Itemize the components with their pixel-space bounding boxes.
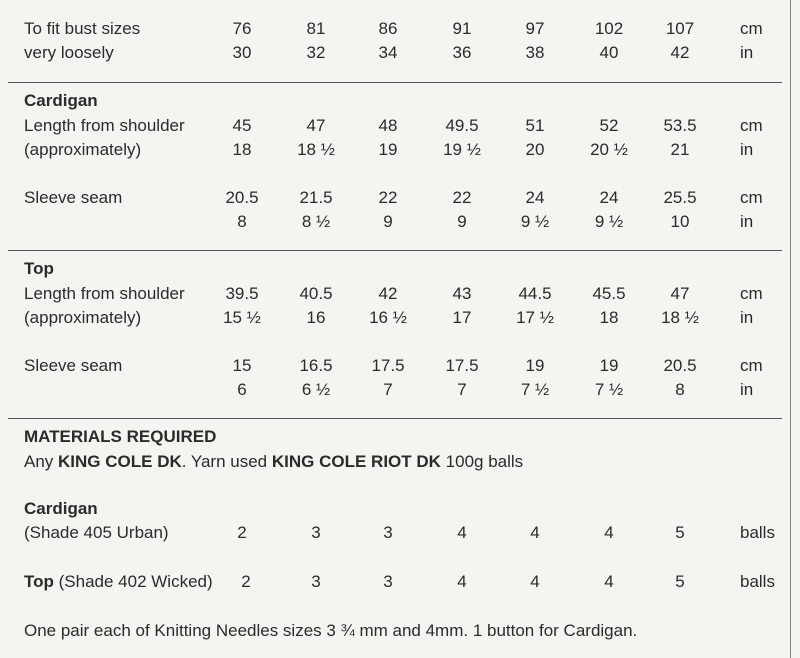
top-balls-3: 3 <box>383 572 393 591</box>
top-length-in-4: 17 <box>452 308 472 327</box>
top-length-sublabel: (approximately) <box>24 308 142 327</box>
bust-in-2: 32 <box>306 43 326 62</box>
top-sleeve-cm-6: 19 <box>599 356 619 375</box>
divider <box>8 82 782 83</box>
cardigan-length-in-3: 19 <box>378 140 398 159</box>
top-sleeve-cm-3: 17.5 <box>371 356 405 375</box>
cardigan-sleeve-cm-3: 22 <box>378 188 398 207</box>
yarn-line-mid: . Yarn used <box>181 452 272 471</box>
top-balls-row <box>0 570 790 594</box>
unit-cm: cm <box>740 284 763 303</box>
top-length-label: Length from shoulder <box>24 284 185 303</box>
cardigan-balls-3: 3 <box>383 523 393 542</box>
divider <box>8 250 782 251</box>
unit-in: in <box>740 140 754 159</box>
top-sleeve-in-6: 7 ½ <box>594 380 624 399</box>
cardigan-sleeve-in-row <box>0 210 790 234</box>
top-heading: Top <box>24 259 54 278</box>
cardigan-sleeve-in-5: 9 ½ <box>520 212 550 231</box>
cardigan-sleeve-in-6: 9 ½ <box>594 212 624 231</box>
top-length-cm-1: 39.5 <box>225 284 259 303</box>
bust-cm-6: 102 <box>594 19 624 38</box>
top-sleeve-in-7: 8 <box>675 380 685 399</box>
cardigan-length-in-row <box>0 138 790 162</box>
top-shade-label <box>24 570 213 594</box>
top-length-in-6: 18 <box>599 308 619 327</box>
unit-in: in <box>740 308 754 327</box>
yarn-line-prefix: Any <box>24 452 59 471</box>
top-sleeve-in-4: 7 <box>457 380 467 399</box>
cardigan-length-in-7: 21 <box>670 140 690 159</box>
divider <box>8 418 782 419</box>
top-length-in-row <box>0 306 790 330</box>
top-sleeve-cm-1: 15 <box>232 356 252 375</box>
cardigan-sleeve-cm-6: 24 <box>599 188 619 207</box>
bust-cm-7: 107 <box>665 19 695 38</box>
cardigan-length-cm-5: 51 <box>525 116 545 135</box>
unit-cm: cm <box>740 116 763 135</box>
cardigan-balls-6: 4 <box>604 523 614 542</box>
cardigan-sleeve-cm-7: 25.5 <box>663 188 697 207</box>
bust-in-3: 34 <box>378 43 398 62</box>
top-length-in-5: 17 ½ <box>516 308 554 327</box>
cardigan-length-sublabel: (approximately) <box>24 140 142 159</box>
bust-in-row <box>0 41 790 65</box>
cardigan-balls-2: 3 <box>311 523 321 542</box>
bust-cm-1: 76 <box>232 19 252 38</box>
top-length-cm-4: 43 <box>452 284 472 303</box>
top-length-cm-5: 44.5 <box>518 284 552 303</box>
yarn-line-suffix: 100g balls <box>440 452 524 471</box>
unit-in: in <box>740 380 754 399</box>
cardigan-balls-7: 5 <box>675 523 685 542</box>
top-length-in-1: 15 ½ <box>223 308 261 327</box>
top-sleeve-in-2: 6 ½ <box>301 380 331 399</box>
top-balls-4: 4 <box>457 572 467 591</box>
top-balls-6: 4 <box>604 572 614 591</box>
top-shade: (Shade 402 Wicked) <box>53 572 213 591</box>
top-sleeve-cm-row <box>0 354 790 378</box>
unit-cm: cm <box>740 19 763 38</box>
top-length-cm-row <box>0 282 790 306</box>
cardigan-sleeve-in-1: 8 <box>237 212 247 231</box>
bust-in-4: 36 <box>452 43 472 62</box>
cardigan-shade: (Shade 405 Urban) <box>24 523 169 542</box>
cardigan-balls-4: 4 <box>457 523 467 542</box>
bust-cm-2: 81 <box>306 19 326 38</box>
top-balls-5: 4 <box>530 572 540 591</box>
cardigan-length-in-1: 18 <box>232 140 252 159</box>
unit-in: in <box>740 43 754 62</box>
top-balls-7: 5 <box>675 572 685 591</box>
bust-in-5: 38 <box>525 43 545 62</box>
cardigan-length-cm-row <box>0 114 790 138</box>
bust-cm-5: 97 <box>525 19 545 38</box>
top-length-cm-6: 45.5 <box>592 284 626 303</box>
cardigan-sleeve-cm-5: 24 <box>525 188 545 207</box>
cardigan-balls-row <box>0 521 790 545</box>
cardigan-sleeve-in-2: 8 ½ <box>301 212 331 231</box>
top-sleeve-cm-4: 17.5 <box>445 356 479 375</box>
cardigan-length-cm-6: 52 <box>599 116 619 135</box>
bust-cm-row <box>0 17 790 41</box>
top-sleeve-cm-7: 20.5 <box>663 356 697 375</box>
cardigan-heading: Cardigan <box>24 91 98 110</box>
bust-cm-3: 86 <box>378 19 398 38</box>
unit-cm: cm <box>740 188 763 207</box>
top-sleeve-in-5: 7 ½ <box>520 380 550 399</box>
bust-sublabel: very loosely <box>24 43 114 62</box>
top-length-cm-2: 40.5 <box>299 284 333 303</box>
top-sleeve-in-row <box>0 378 790 402</box>
bust-in-7: 42 <box>670 43 690 62</box>
cardigan-sleeve-in-4: 9 <box>457 212 467 231</box>
cardigan-sleeve-cm-row <box>0 186 790 210</box>
cardigan-balls-1: 2 <box>237 523 247 542</box>
unit-balls: balls <box>740 572 775 591</box>
cardigan-length-cm-2: 47 <box>306 116 326 135</box>
cardigan-sleeve-cm-1: 20.5 <box>225 188 259 207</box>
materials-yarn-line <box>24 450 523 474</box>
cardigan-length-in-6: 20 ½ <box>590 140 628 159</box>
cardigan-sleeve-in-7: 10 <box>670 212 690 231</box>
cardigan-length-in-5: 20 <box>525 140 545 159</box>
top-balls-2: 3 <box>311 572 321 591</box>
bust-label: To fit bust sizes <box>24 19 141 38</box>
top-balls-1: 2 <box>241 572 251 591</box>
cardigan-sleeve-cm-4: 22 <box>452 188 472 207</box>
yarn-used: KING COLE RIOT DK <box>271 452 441 471</box>
cardigan-length-cm-3: 48 <box>378 116 398 135</box>
cardigan-length-in-2: 18 ½ <box>297 140 335 159</box>
cardigan-sleeve-in-3: 9 <box>383 212 393 231</box>
top-sleeve-cm-5: 19 <box>525 356 545 375</box>
cardigan-sleeve-label: Sleeve seam <box>24 188 123 207</box>
top-length-in-3: 16 ½ <box>369 308 407 327</box>
bust-cm-4: 91 <box>452 19 472 38</box>
materials-heading: MATERIALS REQUIRED <box>24 427 217 446</box>
unit-cm: cm <box>740 356 763 375</box>
top-sleeve-label: Sleeve seam <box>24 356 123 375</box>
bust-in-6: 40 <box>599 43 619 62</box>
top-length-cm-7: 47 <box>670 284 690 303</box>
top-sleeve-in-3: 7 <box>383 380 393 399</box>
cardigan-length-cm-1: 45 <box>232 116 252 135</box>
yarn-brand: KING COLE DK <box>58 452 182 471</box>
cardigan-length-label: Length from shoulder <box>24 116 185 135</box>
top-sleeve-cm-2: 16.5 <box>299 356 333 375</box>
top-length-cm-3: 42 <box>378 284 398 303</box>
needles-line: One pair each of Knitting Needles sizes 3 ¾ mm and 4mm. 1 button for Cardigan. <box>24 621 638 640</box>
cardigan-length-cm-7: 53.5 <box>663 116 697 135</box>
unit-balls: balls <box>740 523 775 542</box>
cardigan-materials-heading: Cardigan <box>24 499 98 518</box>
cardigan-balls-5: 4 <box>530 523 540 542</box>
cardigan-sleeve-cm-2: 21.5 <box>299 188 333 207</box>
top-length-in-2: 16 <box>306 308 326 327</box>
cardigan-length-in-4: 19 ½ <box>443 140 481 159</box>
unit-in: in <box>740 212 754 231</box>
top-length-in-7: 18 ½ <box>661 308 699 327</box>
cardigan-length-cm-4: 49.5 <box>445 116 479 135</box>
bust-in-1: 30 <box>232 43 252 62</box>
top-materials-heading: Top <box>24 572 54 591</box>
top-sleeve-in-1: 6 <box>237 380 247 399</box>
